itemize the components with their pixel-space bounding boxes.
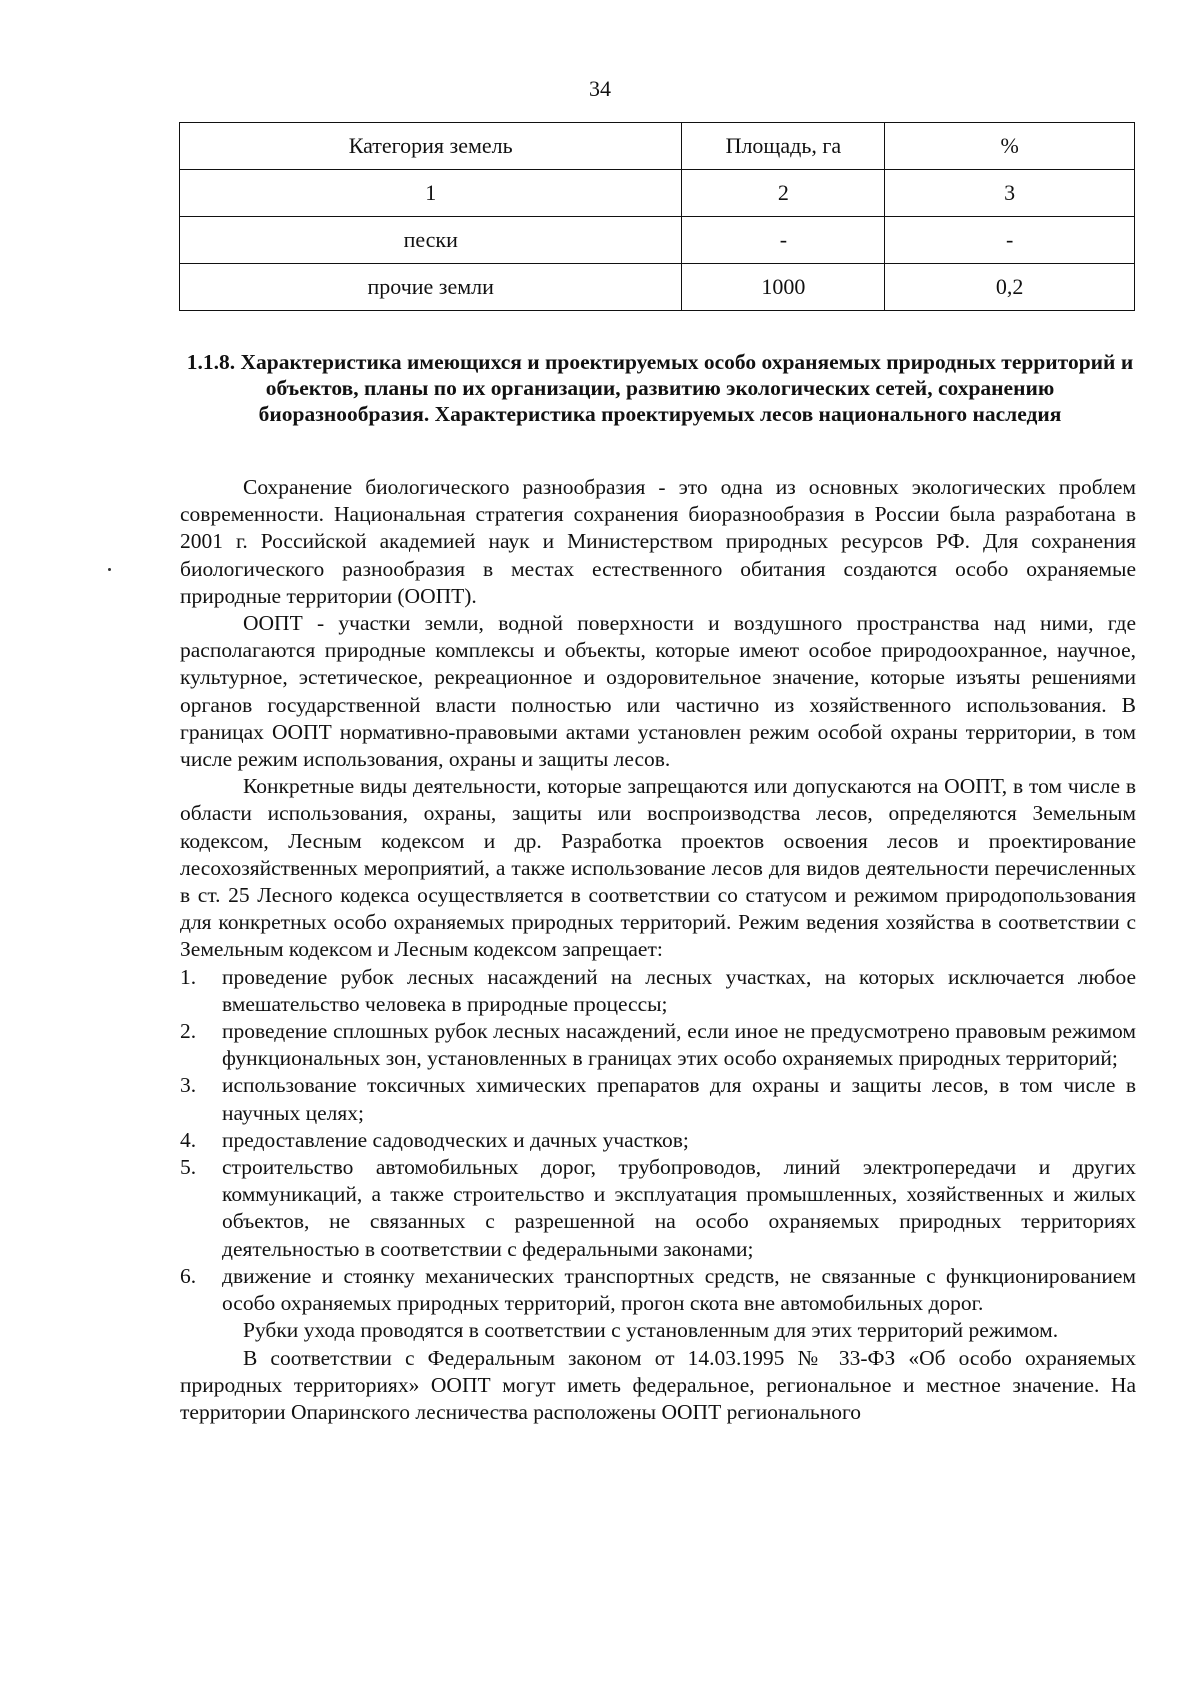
list-item-number: 6. bbox=[180, 1263, 197, 1288]
section-heading: 1.1.8. Характеристика имеющихся и проектируемых особо охраняемых природных территорий и объектов, планы по их организации, развитию экологических сетей, сохранению биоразнообразия. Характеристика проектируемых лесов национального наследия bbox=[186, 350, 1134, 426]
table-cell: 2 bbox=[682, 170, 885, 217]
paragraph: Конкретные виды деятельности, которые запрещаются или допускаются на ООПТ, в том числе в области использования, охраны, защиты или воспроизводства лесов, определяются Земельным кодексом, Лесным кодексом и др. Разработка проектов освоения лесов и проектирование лесохозяйственных мероприятий, а также использование лесов для видов деятельности перечисленных в ст. 25 Лесного кодекса осуществляется в соответствии со статусом и режимом природопользования для конкретных особо охраняемых природных территорий. Режим ведения хозяйства в соответствии с Земельным кодексом и Лесным кодексом запрещает: bbox=[180, 774, 1136, 962]
table-cell: 1000 bbox=[682, 264, 885, 311]
list-item-number: 5. bbox=[180, 1155, 197, 1180]
table-header-cell: % bbox=[885, 123, 1135, 170]
list-item-number: 4. bbox=[180, 1127, 197, 1152]
list-item-number: 3. bbox=[180, 1073, 197, 1098]
paragraph: ООПТ - участки земли, водной поверхности и воздушного пространства над ними, где располагаются природные комплексы и объекты, которые имеют особое природоохранное, научное, культурное, эстетическое, рекреационное и оздоровительное значение, которые изъяты решениями органов государственной власти полностью или частично из хозяйственного использования. В границах ООПТ нормативно-правовыми актами установлен режим особой охраны территории, в том числе режим использования, охраны и защиты лесов. bbox=[180, 611, 1136, 772]
table-cell: - bbox=[885, 217, 1135, 264]
list-item bbox=[180, 1127, 1136, 1154]
land-category-table bbox=[179, 122, 1135, 311]
paragraph: Сохранение биологического разнообразия - это одна из основных экологических проблем современности. Национальная стратегия сохранения биоразнообразия в России была разработана в 2001 г. Российской академией наук и Министерством природных ресурсов РФ. Для сохранения биологического разнообразия в местах естественного обитания создаются особо охраняемые природные территории (ООПТ). bbox=[180, 475, 1136, 608]
list-item-text: предоставление садоводческих и дачных участков; bbox=[222, 1127, 689, 1152]
list-item-text: движение и стоянку механических транспортных средств, не связанные с функционированием особо охраняемых природных территорий, прогон скота вне автомобильных дорог. bbox=[222, 1263, 1136, 1316]
list-item bbox=[180, 1263, 1136, 1317]
list-item-number: 1. bbox=[180, 964, 197, 989]
list-item-text: использование токсичных химических препаратов для охраны и защиты лесов, в том числе в научных целях; bbox=[222, 1073, 1136, 1125]
table-cell: 0,2 bbox=[885, 264, 1135, 311]
table-cell: прочие земли bbox=[180, 264, 682, 311]
table-row bbox=[180, 170, 1135, 217]
table-row bbox=[180, 217, 1135, 264]
list-item bbox=[180, 964, 1136, 1018]
list-item bbox=[180, 1154, 1136, 1263]
list-item-text: проведение рубок лесных насаждений на лесных участках, на которых исключается любое вмешательство человека в природные процессы; bbox=[222, 964, 1136, 1016]
list-item-number: 2. bbox=[180, 1019, 197, 1044]
table-cell: 1 bbox=[180, 170, 682, 217]
table-cell: 3 bbox=[885, 170, 1135, 217]
page-number: 34 bbox=[589, 76, 611, 101]
list-item-text: строительство автомобильных дорог, трубопроводов, линий электропередачи и других коммуникаций, а также строительство и эксплуатация промышленных, хозяйственных и жилых объектов, не связанных с разрешенной на особо охраняемых природных территориях деятельностью в соответствии с федеральными законами; bbox=[222, 1155, 1136, 1261]
prohibitions-list bbox=[180, 964, 1136, 1318]
table-cell: пески bbox=[180, 217, 682, 264]
list-item bbox=[180, 1072, 1136, 1126]
table-header-cell: Категория земель bbox=[180, 123, 682, 170]
table-header-row bbox=[180, 123, 1135, 170]
list-item-text: проведение сплошных рубок лесных насаждений, если иное не предусмотрено правовым режимом функциональных зон, установленных в границах этих особо охраняемых природных территорий; bbox=[222, 1019, 1136, 1071]
table-row bbox=[180, 264, 1135, 311]
list-item bbox=[180, 1018, 1136, 1072]
paragraph: Рубки ухода проводятся в соответствии с установленным для этих территорий режимом. bbox=[243, 1318, 1059, 1343]
scan-dot-mark bbox=[108, 568, 111, 571]
paragraph: В соответствии с Федеральным законом от 14.03.1995 № 33-ФЗ «Об особо охраняемых природных территориях» ООПТ могут иметь федеральное, региональное и местное значение. На территории Опаринского лесничества расположены ООПТ регионального bbox=[180, 1345, 1136, 1424]
body-text bbox=[180, 474, 1136, 1426]
table-cell: - bbox=[682, 217, 885, 264]
table-header-cell: Площадь, га bbox=[682, 123, 885, 170]
